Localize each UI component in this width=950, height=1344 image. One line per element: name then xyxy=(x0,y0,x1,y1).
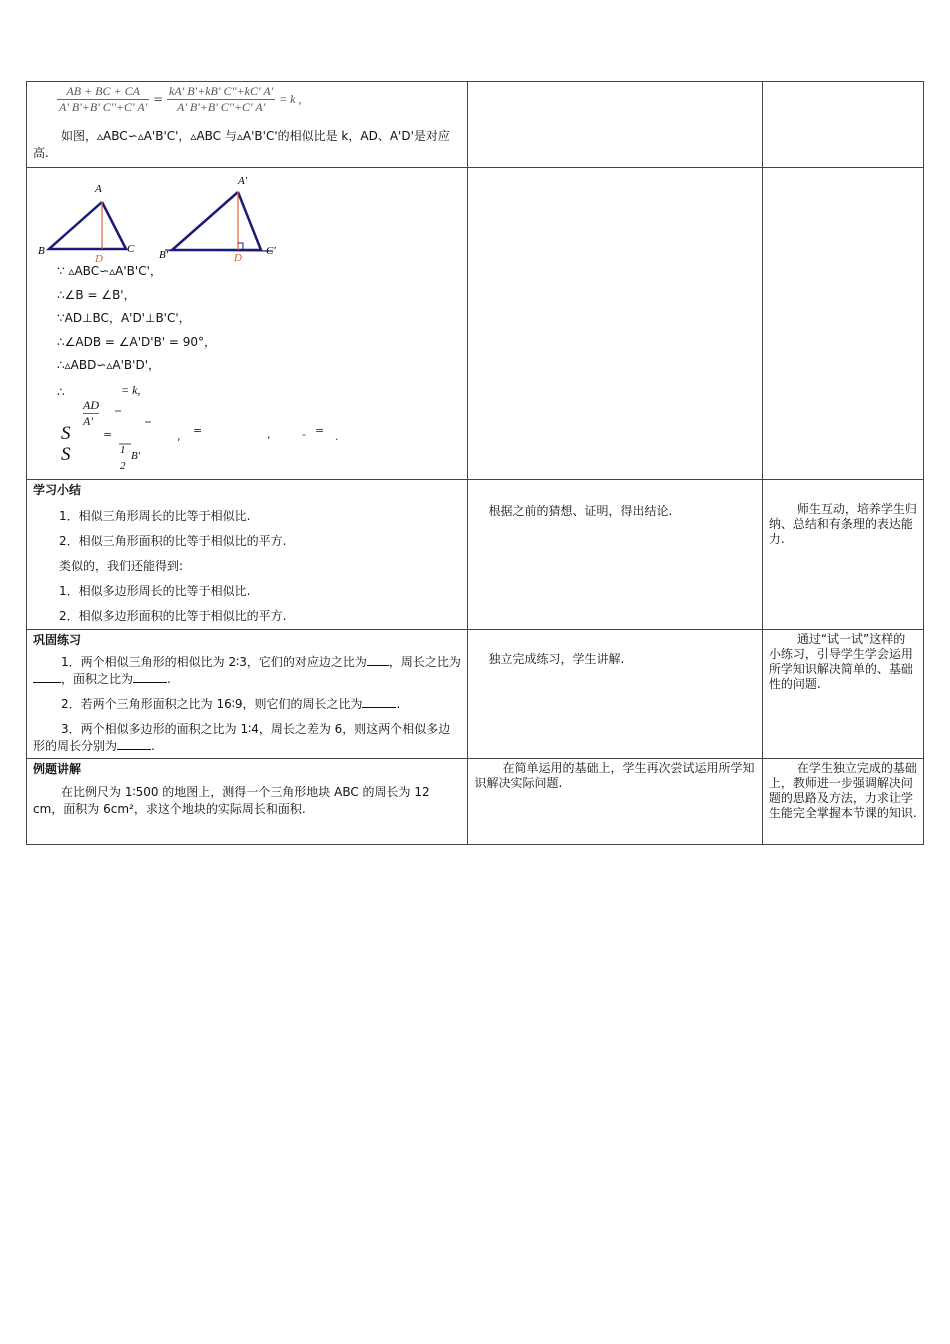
formula-lhs-den: A' B'+B' C''+C' A' xyxy=(59,100,148,114)
summary-activity-cell xyxy=(468,480,762,630)
area-s-top: S xyxy=(61,422,71,444)
label-c-prime: C' xyxy=(266,245,276,257)
proof-line-4: ∴∠ADB = ∠A'D'B' = 90°， xyxy=(57,334,217,349)
label-b-prime: B' xyxy=(159,249,169,261)
proof-line-3: ∵AD⊥BC，A'D'⊥B'C'， xyxy=(57,311,191,325)
half-den: 2 xyxy=(120,459,126,472)
example-intent: 在学生独立完成的基础上，教师进一步强调解决问题的思路及方法，力求让学生能完全掌握本节课的知识. xyxy=(768,761,917,820)
svg-text:.: . xyxy=(335,429,339,443)
label-d: D xyxy=(95,253,103,262)
practice-q1: 1．两个相似三角形的相似比为 2∶3，它们的对应边之比为 ，周长之比为，面积之比为 . xyxy=(27,654,467,688)
practice-intent-cell xyxy=(762,630,923,759)
example-activity: 在简单运用的基础上，学生再次尝试运用所学知识解决实际问题. xyxy=(474,761,755,790)
example-title: 例题讲解 xyxy=(33,762,82,776)
perimeter-formula: $\frac{AB + BC + CA}{A' B'+B' C''+C' A'}$ = $\frac{kA' B'+kB' C''+kC' A'}{A' B'+B' C''+C' A'}$ = k , xyxy=(59,84,302,114)
summary-item-3: 类似的，我们还能得到: xyxy=(59,559,184,573)
ratio-den: A' xyxy=(83,413,93,428)
practice-activity-cell xyxy=(468,630,762,759)
lesson-table xyxy=(26,81,924,845)
summary-item-5: 2．相似多边形面积的比等于相似比的平方. xyxy=(59,609,287,623)
area-s-bottom: S xyxy=(61,443,71,465)
intro-text: 如图，▵ABC∽▵A'B'C'，▵ABC 与▵A'B'C'的相似比是 k，AD、A'D'是对应高. xyxy=(33,129,450,160)
proof-cell xyxy=(27,168,468,480)
proof-steps xyxy=(27,260,467,378)
label-a: A xyxy=(95,183,102,195)
practice-title: 巩固练习 xyxy=(33,633,82,647)
svg-text:=: = xyxy=(315,423,325,437)
label-a-prime: A' xyxy=(238,175,248,187)
practice-q3: 3．两个相似多边形的面积之比为 1∶4，周长之差为 6，则这两个相似多边形的周长分别为 . xyxy=(33,722,451,753)
ratio-num: AD xyxy=(83,397,99,412)
svg-text:=: = xyxy=(193,423,203,437)
summary-title: 学习小结 xyxy=(33,483,82,497)
label-b: B xyxy=(38,245,45,257)
ratio-k: = k, xyxy=(121,382,141,397)
formula-lhs-num: AB + BC + CA xyxy=(57,84,149,100)
summary-activity: 根据之前的猜想、证明，得出结论. xyxy=(488,504,673,518)
label-d-prime: D xyxy=(234,252,242,262)
example-intent-cell xyxy=(762,759,923,845)
formula-cell xyxy=(27,82,468,168)
svg-text:,: , xyxy=(267,427,271,441)
summary-item-4: 1．相似多边形周长的比等于相似比. xyxy=(59,584,251,598)
proof-ratio-fragment xyxy=(27,378,467,472)
label-c: C xyxy=(127,243,135,255)
proof-line-5: ∴▵ABD∽▵A'B'D'， xyxy=(57,358,160,372)
practice-activity: 独立完成练习，学生讲解. xyxy=(488,652,625,666)
row-practice xyxy=(27,630,924,759)
formula-rhs-den: A' B'+B' C''+C' A' xyxy=(176,100,266,114)
row-summary xyxy=(27,480,924,630)
example-cell xyxy=(27,759,468,845)
triangle-abc xyxy=(49,202,126,249)
partial-formula-marks xyxy=(27,378,347,468)
svg-text:,: , xyxy=(177,429,181,443)
example-text: 在比例尺为 1∶500 的地图上，测得一个三角形地块 ABC 的周长为 12 cm，面积为 6cm²，求这个地块的实际周长和面积. xyxy=(33,785,430,816)
half-num: 1 xyxy=(120,443,126,456)
svg-text:-: - xyxy=(302,427,306,441)
formula-result: = k , xyxy=(279,92,302,106)
row-formula xyxy=(27,82,924,168)
svg-text:=: = xyxy=(103,427,113,441)
proof-line-1: ∵ ▵ABC∽▵A'B'C'， xyxy=(57,264,162,278)
practice-q2: 2．若两个三角形面积之比为 16∶9，则它们的周长之比为 . xyxy=(61,697,401,711)
triangle-a-prime xyxy=(172,192,261,250)
therefore-symbol: ∴ xyxy=(57,384,65,399)
row-example xyxy=(27,759,924,845)
summary-item-2: 2．相似三角形面积的比等于相似比的平方. xyxy=(59,534,287,548)
proof-line-2: ∴∠B = ∠B'， xyxy=(57,287,136,302)
practice-cell xyxy=(27,630,468,759)
formula-rhs-num: kA' B'+kB' C''+kC' A' xyxy=(169,84,274,98)
row-proof xyxy=(27,168,924,480)
example-activity-cell xyxy=(468,759,762,845)
b-prime-fragment: B' xyxy=(131,449,141,462)
summary-item-1: 1．相似三角形周长的比等于相似比. xyxy=(59,509,251,523)
summary-intent-cell xyxy=(762,480,923,630)
practice-intent: 通过“试一试”这样的小练习，引导学生学会运用所学知识解决简单的、基础性的问题. xyxy=(768,632,913,691)
summary-intent: 师生互动，培养学生归纳、总结和有条理的表达能力. xyxy=(768,502,917,546)
similar-triangles-figure xyxy=(35,170,295,262)
summary-cell xyxy=(27,480,468,630)
